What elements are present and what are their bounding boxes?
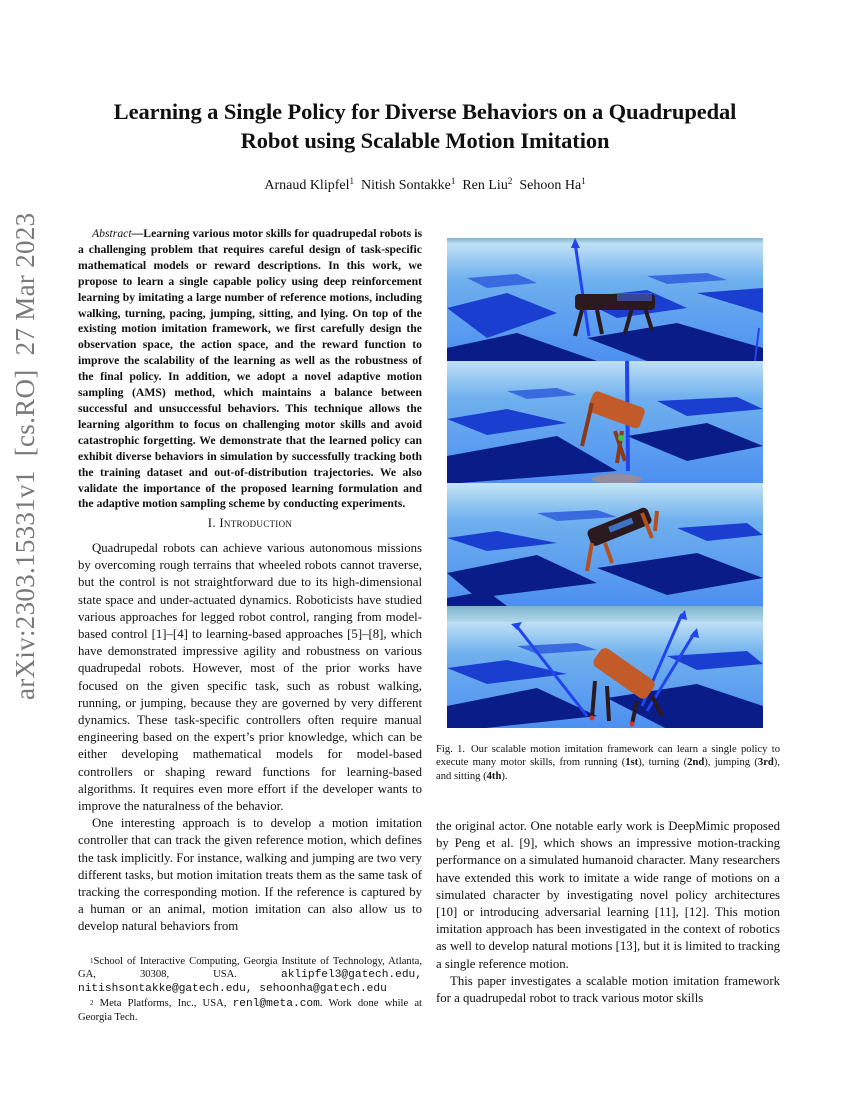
footnote-2: $^2$ Meta Platforms, Inc., USA, renl@meta.com. Work done while at Georgia Tech. bbox=[78, 997, 422, 1023]
footnote-1: $^1$School of Interactive Computing, Georgia Institute of Technology, Atlanta, GA, 30308, USA. aklipfel3@gatech.edu, nitishsontakke@gatech.edu, sehoonha@gatech.edu bbox=[78, 956, 422, 996]
author: Ren Liu$^2$ bbox=[462, 176, 513, 193]
abstract-dash: — bbox=[131, 227, 144, 240]
title-line-1: Learning a Single Policy for Diverse Behaviors on a Quadrupedal bbox=[113, 99, 737, 124]
figure-panel-jumping bbox=[447, 483, 763, 606]
abstract-label: Abstract bbox=[92, 227, 132, 240]
figure-1 bbox=[447, 238, 763, 728]
introduction-body bbox=[78, 540, 422, 936]
title-line-2: Robot using Scalable Motion Imitation bbox=[240, 128, 610, 153]
simulation-render-running bbox=[447, 238, 763, 361]
paragraph: One interesting approach is to develop a motion imitation controller that can track the given reference motion, which defines the task implicitly. For instance, walking and jumping are two very different tasks, but motion imitation treats them as the same task of tracking the corresponding motion. If the reference is captured by a human or an animal, motion imitation can also allow us to develop natural behaviors from bbox=[78, 816, 422, 934]
abstract bbox=[78, 226, 422, 512]
author-emails: aklipfel3@gatech.edu, nitishsontakke@gatech.edu, sehoonha@gatech.edu bbox=[78, 969, 422, 996]
figure-panel-turning bbox=[447, 361, 763, 484]
meta-email: renl@meta.com bbox=[232, 997, 320, 1010]
right-column-body bbox=[436, 818, 780, 1007]
simulation-render-jumping bbox=[447, 483, 763, 606]
figure-label: Fig. 1. bbox=[436, 744, 466, 755]
footnotes bbox=[78, 955, 422, 1024]
author: Nitish Sontakke$^1$ bbox=[360, 176, 456, 193]
paper-title bbox=[60, 97, 790, 155]
paragraph: Quadrupedal robots can achieve various autonomous missions by overcoming rough terrains that wheeled robots cannot traverse, but the control is not straightforward due to its high-dimensional state space and under-actuated dynamics. Roboticists have studied various approaches for legged robot control, ranging from model-based control [1]–[4] to learning-based approaches [5]–[8], which have demonstrated impressive agility and robustness on various quadrupedal robots. However, most of the prior works have focused on the given specific task, such as robust walking, running, or jumping, because they are governed by very different dynamics. These task-specific controllers often require manual engineering based on the expert’s prior knowledge, which can be either developing mathematical models for model-based controllers or shaping reward functions for learning-based algorithms. It requires even more effort if the developer wants to improve the naturalness of the behavior. bbox=[78, 541, 422, 814]
simulation-render-turning bbox=[447, 361, 763, 484]
abstract-text: Learning various motor skills for quadrupedal robots is a challenging problem that requires careful design of task-specific mathematical models or reward descriptions. In this work, we propose to learn a single capable policy using deep reinforcement learning by imitating a large number of reference motions, including walking, turning, pacing, jumping, sitting, and lying. On top of the existing motion imitation framework, we first carefully design the observation space, the action space, and the reward function to improve the scalability of the learning as well as the robustness of the final policy. In addition, we adopt a novel adaptive motion sampling (AMS) method, which maintains a balance between successful and unsuccessful behaviors. This technique allows the learning algorithm to focus on challenging motor skills and avoid catastrophic forgetting. We demonstrate that the learned policy can exhibit diverse behaviors in simulation by successfully tracking both the training dataset and out-of-distribution trajectories. We also validate the importance of the proposed learning formulation and the adaptive motion sampling scheme by conducting experiments. bbox=[78, 227, 422, 511]
simulation-render-sitting bbox=[447, 606, 763, 729]
arxiv-stamp: arXiv:2303.15331v1 [cs.RO] 27 Mar 2023 bbox=[10, 212, 40, 700]
figure-panel-running bbox=[447, 238, 763, 361]
figure-panel-sitting bbox=[447, 606, 763, 729]
paragraph: the original actor. One notable early work is DeepMimic proposed by Peng et al. [9], which shows an impressive motion-tracking performance on a simulated humanoid character. Many researchers have extended this work to imitate a wide range of motions on a simulated character by investigating novel policy architectures [10] or introducing adversarial learning [11], [12]. This motion imitation approach has been investigated in the context of robotics as well to develop natural motions [13], but it is limited to tracking a single reference motion. bbox=[436, 819, 780, 971]
paragraph: This paper investigates a scalable motion imitation framework for a quadrupedal robot to track various motor skills bbox=[436, 973, 780, 1006]
figure-caption: Fig. 1. Our scalable motion imitation framework can learn a single policy to execute many motor skills, from running (1st), turning (2nd), jumping (3rd), and sitting (4th). bbox=[436, 744, 780, 782]
section-heading-introduction: I. Introduction bbox=[207, 516, 293, 530]
author: Arnaud Klipfel$^1$ bbox=[264, 176, 354, 193]
author: Sehoon Ha$^1$ bbox=[519, 176, 586, 193]
author-list bbox=[60, 178, 790, 194]
